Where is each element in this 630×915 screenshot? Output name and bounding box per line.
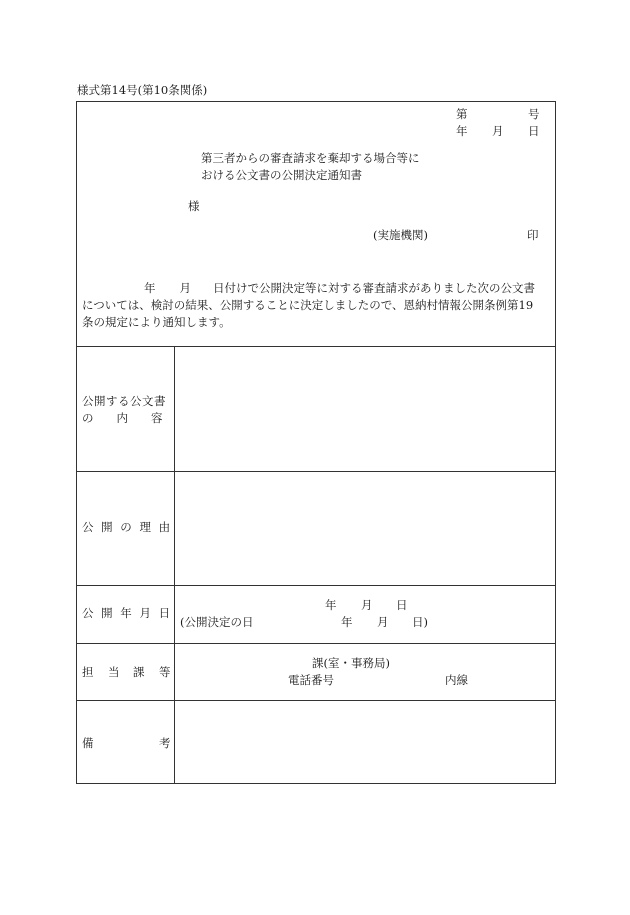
date-year-label: 年	[456, 124, 468, 138]
document-title-line1: 第三者からの審査請求を棄却する場合等に	[201, 151, 420, 165]
body-line2: については、検討の結果、公開することに決定しましたので、恩納村情報公開条例第19	[82, 298, 534, 312]
row-label-department-3: 課	[133, 665, 145, 679]
divider-row2	[76, 585, 556, 586]
number-suffix: 号	[528, 107, 540, 121]
decision-date-year: 年	[341, 615, 353, 629]
disclosure-date-day: 日	[396, 598, 408, 612]
document-title-line2: おける公文書の公開決定通知書	[201, 168, 362, 182]
extension-label: 内線	[445, 673, 468, 687]
divider-row4	[76, 700, 556, 701]
row-label-disclosure-reason: 公 開 の 理 由	[82, 520, 171, 534]
divider-table-top	[76, 346, 556, 347]
row-label-department-2: 当	[108, 665, 120, 679]
disclosure-date-month: 月	[361, 598, 373, 612]
row-label-remarks-2: 考	[159, 736, 171, 750]
addressee-honorific: 様	[188, 199, 200, 213]
divider-label-column	[174, 346, 175, 784]
body-line1-rest: 日付けで公開決定等に対する審査請求がありました次の公文書	[213, 281, 535, 295]
phone-number-label: 電話番号	[288, 673, 334, 687]
row-label-department-1: 担	[82, 665, 94, 679]
row-label-document-content-a: 公開する公文書	[82, 394, 166, 408]
seal-mark: 印	[527, 228, 539, 242]
department-name-label: 課(室・事務局)	[312, 656, 390, 670]
decision-date-prefix: (公開決定の日	[180, 615, 254, 629]
date-day-label: 日	[528, 124, 540, 138]
row-label-department-4: 等	[159, 665, 171, 679]
divider-row1	[76, 471, 556, 472]
body-year: 年	[144, 281, 156, 295]
row-label-document-content-b: の 内 容	[82, 411, 163, 425]
row-label-disclosure-date: 公 開 年 月 日	[82, 606, 171, 620]
number-prefix: 第	[456, 107, 468, 121]
disclosure-date-year: 年	[325, 598, 337, 612]
body-month: 月	[179, 281, 191, 295]
body-line3: 条の規定により通知します。	[82, 315, 231, 329]
decision-date-day: 日)	[412, 615, 428, 629]
row-label-remarks-1: 備	[82, 736, 94, 750]
decision-date-month: 月	[377, 615, 389, 629]
issuing-agency-label: (実施機関)	[373, 228, 428, 242]
divider-row3	[76, 643, 556, 644]
notice-body-text	[82, 280, 554, 331]
form-number-label: 様式第14号(第10条関係)	[77, 83, 208, 97]
date-month-label: 月	[492, 124, 504, 138]
